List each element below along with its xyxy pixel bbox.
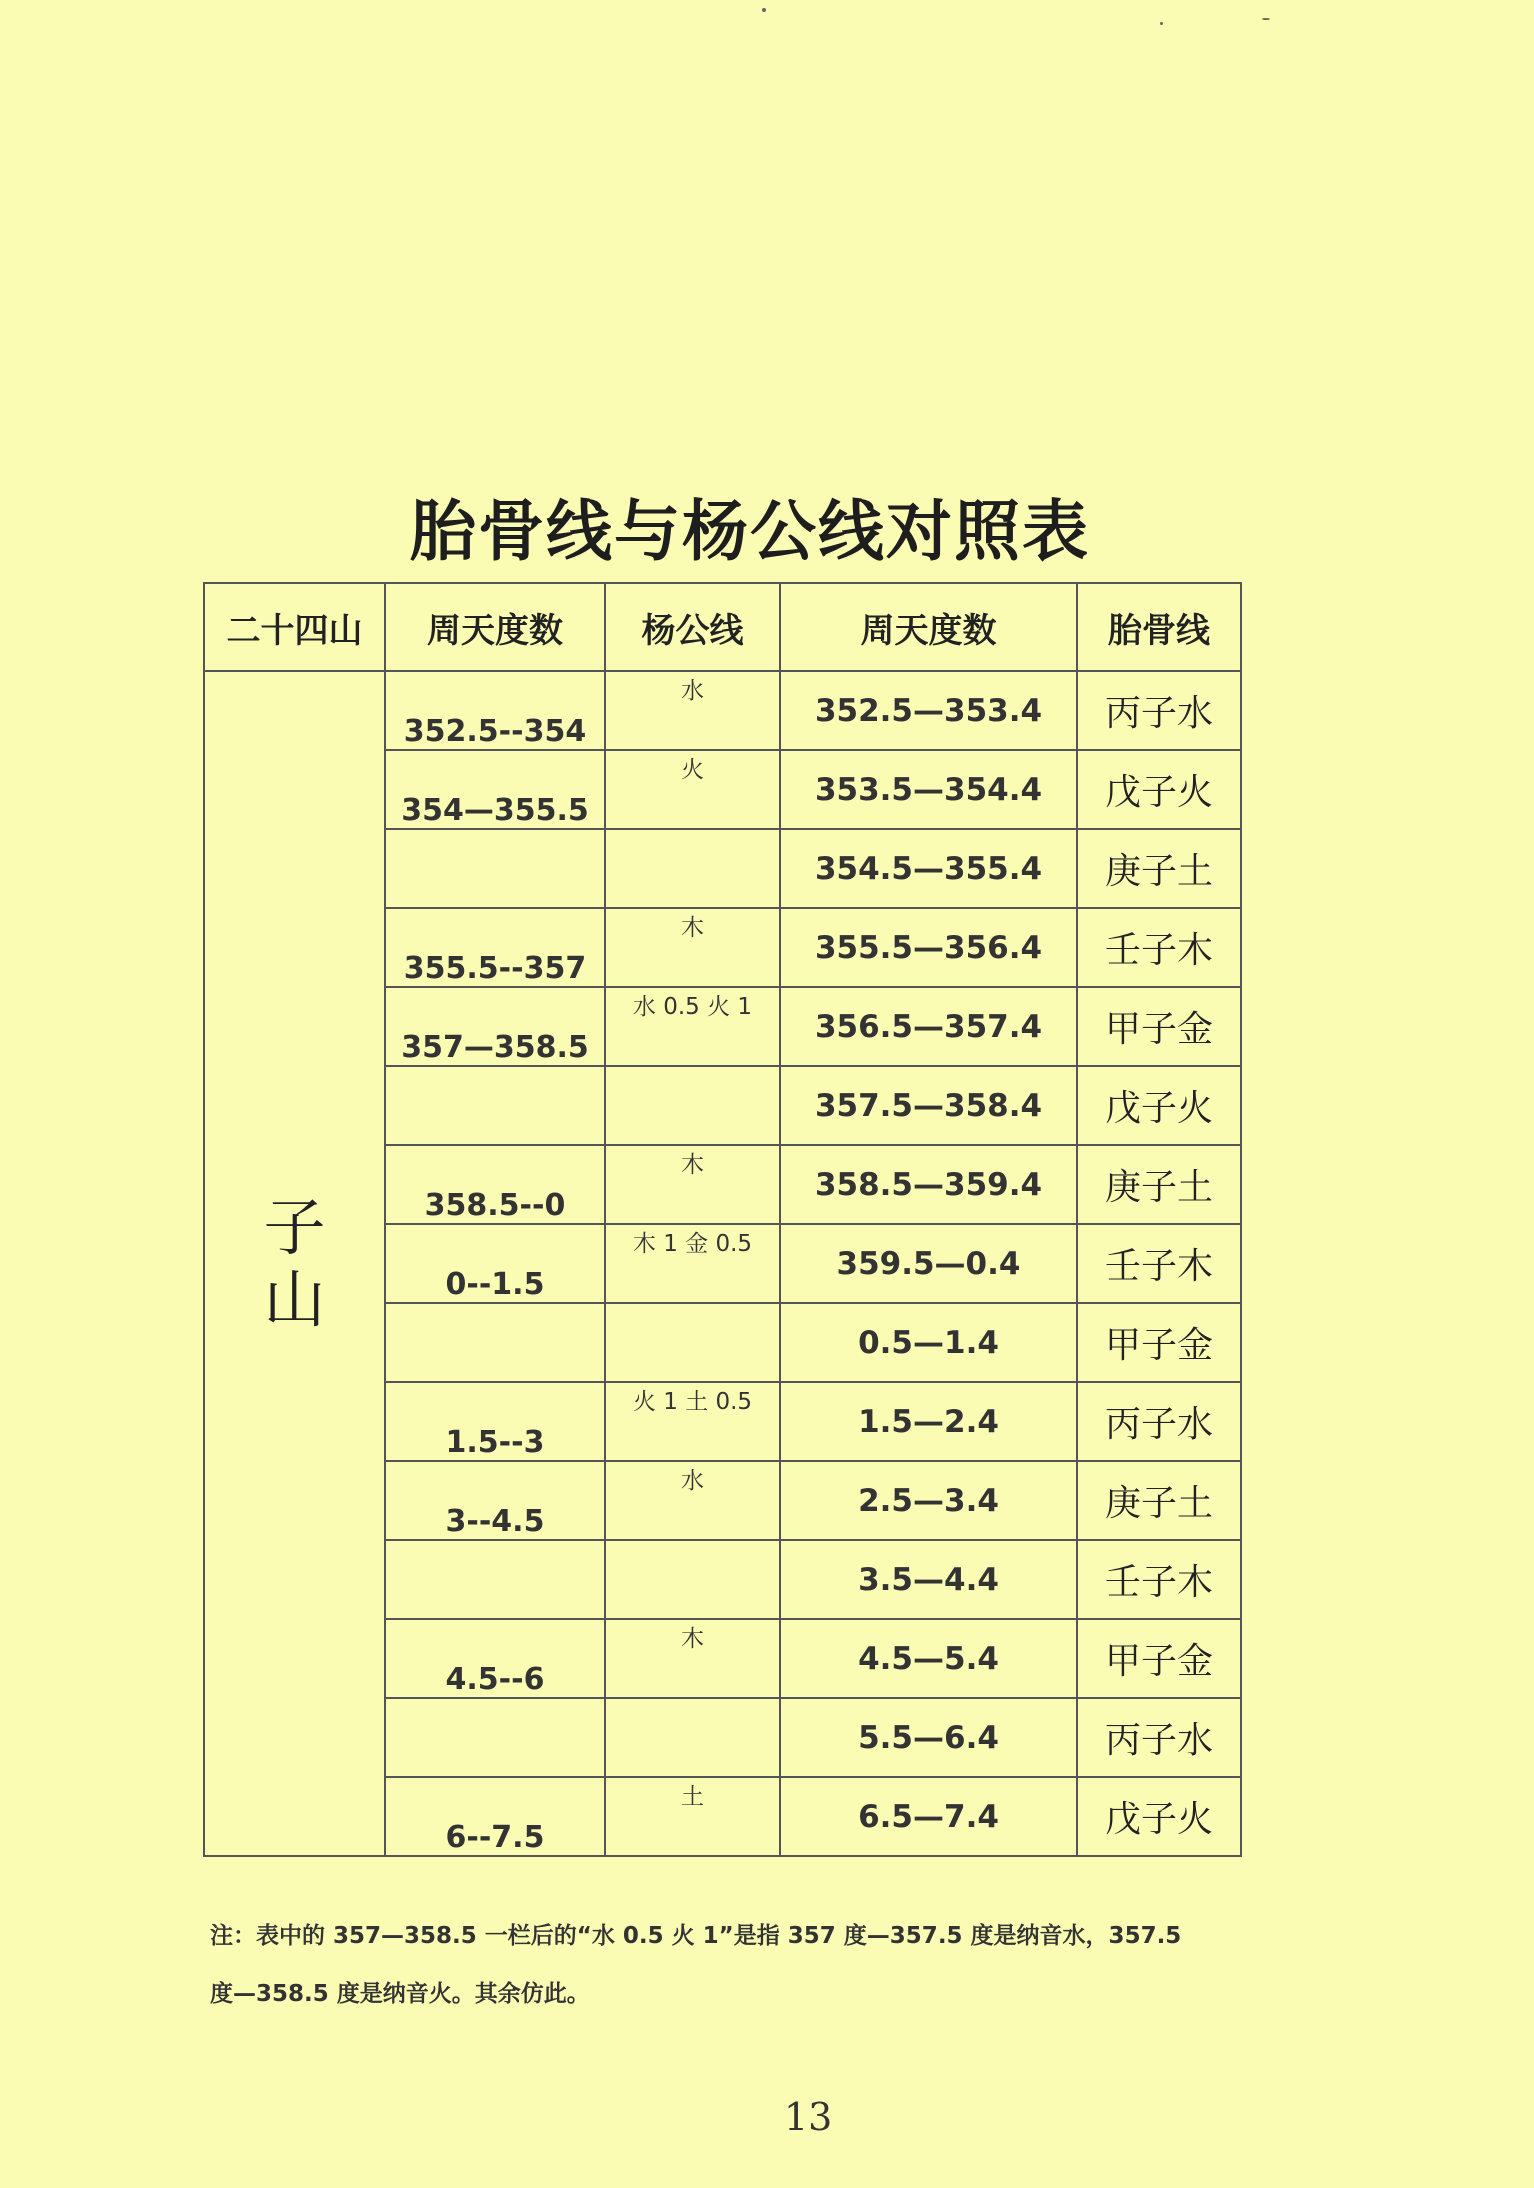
header-taigu-line: 胎骨线 — [1077, 583, 1241, 671]
footnote-line-1: 注：表中的 357—358.5 一栏后的“水 0.5 火 1”是指 357 度—357.5 度是纳音水，357.5 — [210, 1923, 1182, 1949]
tg-degree-cell: 3.5—4.4 — [780, 1540, 1077, 1619]
taigu-element-cell: 壬子木 — [1077, 1540, 1241, 1619]
tg-degree-cell: 4.5—5.4 — [780, 1619, 1077, 1698]
taigu-element-cell: 戊子火 — [1077, 1066, 1241, 1145]
taigu-element-cell: 壬子木 — [1077, 1224, 1241, 1303]
yanggong-element-cell: 火 — [605, 750, 780, 829]
yg-degree-cell — [385, 1066, 605, 1145]
table-header-row — [204, 583, 1241, 671]
yanggong-element-cell — [605, 1066, 780, 1145]
page-number: 13 — [784, 2095, 833, 2139]
yanggong-element-cell: 木 — [605, 1145, 780, 1224]
tg-degree-cell: 352.5—353.4 — [780, 671, 1077, 750]
tg-degree-cell: 355.5—356.4 — [780, 908, 1077, 987]
yg-degree-cell — [385, 1698, 605, 1777]
taigu-element-cell: 丙子水 — [1077, 1382, 1241, 1461]
yanggong-element-cell: 火 1 土 0.5 — [605, 1382, 780, 1461]
yg-degree-cell — [385, 1540, 605, 1619]
yanggong-element-cell: 水 — [605, 1461, 780, 1540]
tg-degree-cell: 354.5—355.4 — [780, 829, 1077, 908]
yg-degree-cell: 354—355.5 — [385, 750, 605, 829]
yg-degree-cell: 357—358.5 — [385, 987, 605, 1066]
page-title: 胎骨线与杨公线对照表 — [410, 493, 1090, 570]
comparison-table — [203, 582, 1242, 1857]
tg-degree-cell: 1.5—2.4 — [780, 1382, 1077, 1461]
header-yanggong-line: 杨公线 — [605, 583, 780, 671]
taigu-element-cell: 丙子水 — [1077, 1698, 1241, 1777]
mountain-cell — [204, 671, 385, 1856]
tg-degree-cell: 359.5—0.4 — [780, 1224, 1077, 1303]
yg-degree-cell: 6--7.5 — [385, 1777, 605, 1856]
tg-degree-cell: 5.5—6.4 — [780, 1698, 1077, 1777]
header-tg-degrees: 周天度数 — [780, 583, 1077, 671]
table-row — [204, 671, 1241, 750]
taigu-element-cell: 甲子金 — [1077, 1303, 1241, 1382]
tg-degree-cell: 0.5—1.4 — [780, 1303, 1077, 1382]
taigu-element-cell: 戊子火 — [1077, 1777, 1241, 1856]
taigu-element-cell: 庚子土 — [1077, 829, 1241, 908]
yg-degree-cell — [385, 829, 605, 908]
yanggong-element-cell: 木 — [605, 1619, 780, 1698]
yanggong-element-cell — [605, 1698, 780, 1777]
yanggong-element-cell: 木 1 金 0.5 — [605, 1224, 780, 1303]
yg-degree-cell: 0--1.5 — [385, 1224, 605, 1303]
yg-degree-cell — [385, 1303, 605, 1382]
header-yg-degrees: 周天度数 — [385, 583, 605, 671]
yanggong-element-cell: 木 — [605, 908, 780, 987]
yg-degree-cell: 1.5--3 — [385, 1382, 605, 1461]
yanggong-element-cell: 水 0.5 火 1 — [605, 987, 780, 1066]
scan-speck — [762, 8, 766, 12]
taigu-element-cell: 丙子水 — [1077, 671, 1241, 750]
taigu-element-cell: 庚子土 — [1077, 1461, 1241, 1540]
yg-degree-cell: 352.5--354 — [385, 671, 605, 750]
yanggong-element-cell — [605, 1303, 780, 1382]
tg-degree-cell: 6.5—7.4 — [780, 1777, 1077, 1856]
tg-degree-cell: 2.5—3.4 — [780, 1461, 1077, 1540]
taigu-element-cell: 庚子土 — [1077, 1145, 1241, 1224]
yanggong-element-cell — [605, 1540, 780, 1619]
yg-degree-cell: 358.5--0 — [385, 1145, 605, 1224]
yg-degree-cell: 355.5--357 — [385, 908, 605, 987]
tg-degree-cell: 356.5—357.4 — [780, 987, 1077, 1066]
tg-degree-cell: 358.5—359.4 — [780, 1145, 1077, 1224]
header-mountains: 二十四山 — [204, 583, 385, 671]
yanggong-element-cell: 土 — [605, 1777, 780, 1856]
tg-degree-cell: 353.5—354.4 — [780, 750, 1077, 829]
taigu-element-cell: 甲子金 — [1077, 987, 1241, 1066]
taigu-element-cell: 壬子木 — [1077, 908, 1241, 987]
taigu-element-cell: 甲子金 — [1077, 1619, 1241, 1698]
taigu-element-cell: 戊子火 — [1077, 750, 1241, 829]
table-body — [204, 671, 1241, 1856]
scan-speck — [1160, 22, 1163, 25]
yanggong-element-cell — [605, 829, 780, 908]
yg-degree-cell: 3--4.5 — [385, 1461, 605, 1540]
mountain-label: 子山 — [263, 1190, 326, 1336]
yanggong-element-cell: 水 — [605, 671, 780, 750]
yg-degree-cell: 4.5--6 — [385, 1619, 605, 1698]
tg-degree-cell: 357.5—358.4 — [780, 1066, 1077, 1145]
scan-speck — [1262, 18, 1270, 20]
footnote-line-2: 度—358.5 度是纳音火。其余仿此。 — [210, 1981, 590, 2007]
